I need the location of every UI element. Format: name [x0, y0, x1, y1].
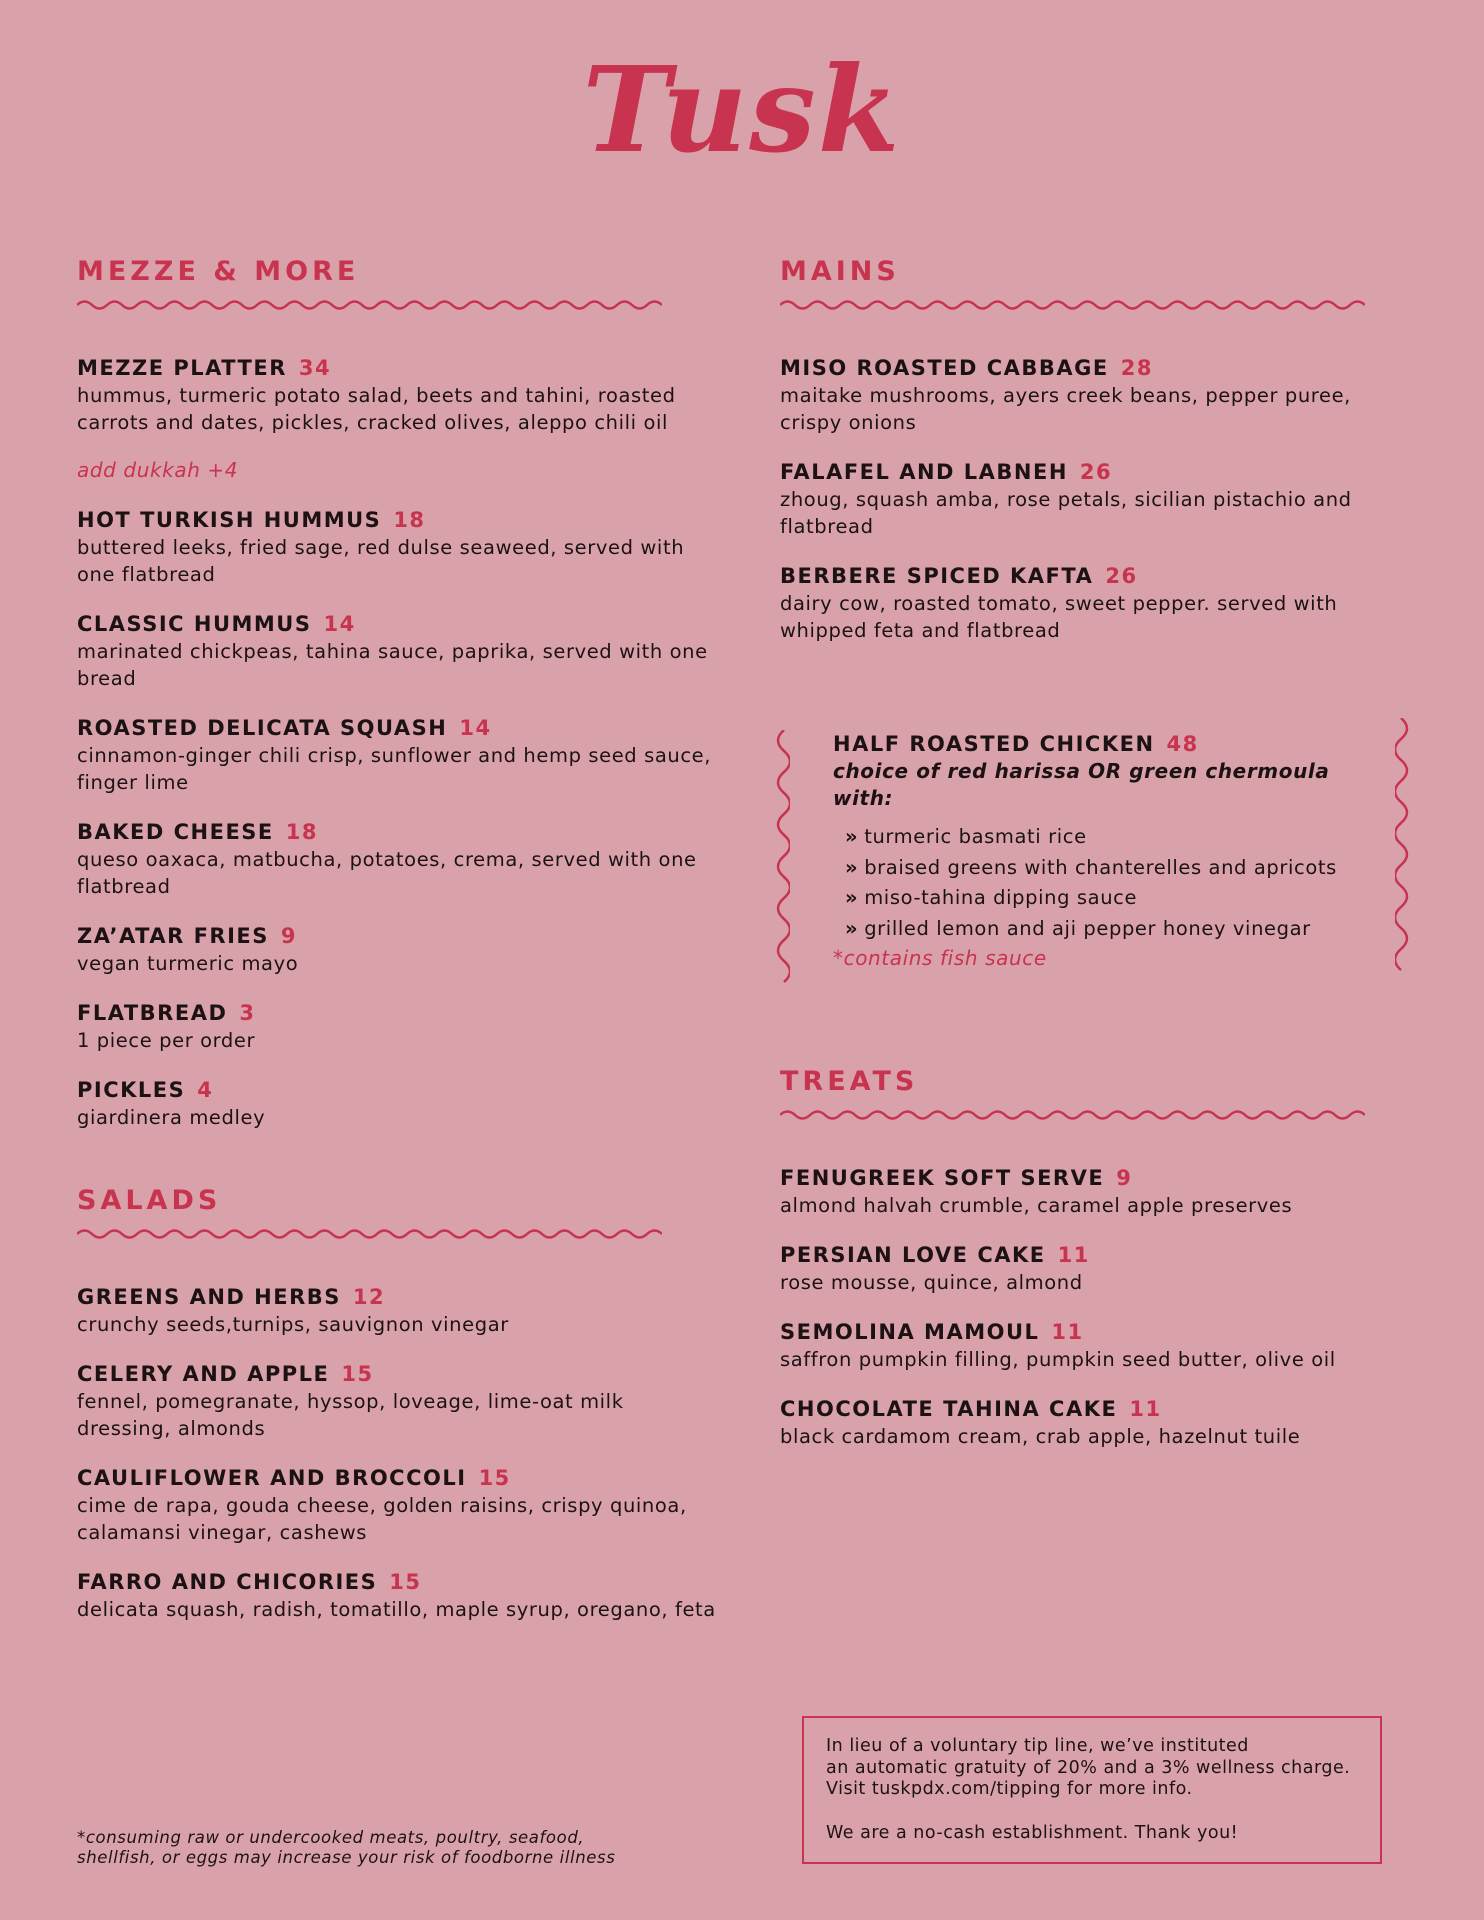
item-price: 11	[1129, 1397, 1162, 1421]
menu-item-persian-love-cake	[780, 1241, 1380, 1296]
menu-item-zaatar-fries	[77, 922, 717, 977]
item-description: almond halvah crumble, caramel apple preserves	[780, 1194, 1293, 1217]
salads-title: SALADS	[77, 1185, 222, 1216]
item-name: BERBERE SPICED KAFTA	[780, 564, 1094, 588]
treats-title: TREATS	[780, 1066, 919, 1097]
list-item: » grilled lemon and aji pepper honey vinegar	[845, 916, 1311, 940]
item-price: 9	[1116, 1166, 1133, 1190]
item-price: 12	[352, 1285, 386, 1309]
bullet-icon: »	[845, 855, 859, 879]
mains-wave-divider	[780, 298, 1365, 312]
bullet-icon: »	[845, 916, 859, 940]
item-price: 14	[459, 716, 492, 740]
item-price: 11	[1051, 1320, 1084, 1344]
treats-section	[780, 1062, 1380, 1450]
item-name: FARRO AND CHICORIES	[77, 1570, 378, 1594]
item-name: CAULIFLOWER AND BROCCOLI	[77, 1466, 467, 1490]
mains-section	[780, 252, 1380, 644]
item-name: SEMOLINA MAMOUL	[780, 1320, 1040, 1344]
item-price: 11	[1057, 1243, 1090, 1267]
no-cash-notice: We are a no-cash establishment. Thank you!	[826, 1822, 1239, 1843]
menu-item-mezze-platter	[77, 354, 717, 482]
menu-item-berbere-spiced-kafta	[780, 562, 1380, 644]
item-price: 9	[280, 924, 298, 948]
gratuity-link-line: Visit tuskpdx.com/tipping for more info.	[826, 1779, 1193, 1799]
item-price: 28	[1120, 356, 1153, 380]
gratuity-line: In lieu of a voluntary tip line, we’ve instituted	[826, 1736, 1249, 1756]
mezze-title: MEZZE & MORE	[77, 256, 360, 287]
item-price: 34	[298, 356, 332, 380]
item-description: dairy cow, roasted tomato, sweet pepper. served with whipped feta and flatbread	[780, 592, 1338, 642]
left-wave-bracket	[770, 730, 790, 985]
item-description: crunchy seeds,turnips, sauvignon vinegar	[77, 1313, 509, 1336]
item-description: zhoug, squash amba, rose petals, sicilian pistachio and flatbread	[780, 488, 1352, 538]
treats-wave-divider	[780, 1108, 1365, 1122]
item-name: MISO ROASTED CABBAGE	[780, 356, 1109, 380]
item-description: fennel, pomegranate, hyssop, loveage, lime-oat milk dressing, almonds	[77, 1390, 624, 1440]
sides-list	[845, 822, 1373, 944]
addon-note: add dukkah +4	[77, 458, 239, 482]
right-wave-bracket	[1395, 718, 1415, 973]
item-description: 1 piece per order	[77, 1029, 256, 1052]
menu-item-greens-and-herbs	[77, 1283, 717, 1338]
menu-item-farro-and-chicories	[77, 1568, 717, 1623]
item-price: 18	[393, 508, 426, 532]
item-description: maitake mushrooms, ayers creek beans, pepper puree, crispy onions	[780, 384, 1351, 434]
gratuity-line: an automatic gratuity of 20% and a 3% wellness charge.	[826, 1757, 1351, 1778]
item-name: PERSIAN LOVE CAKE	[780, 1243, 1046, 1267]
item-name: PICKLES	[77, 1078, 186, 1102]
item-price: 15	[389, 1570, 422, 1594]
item-description: rose mousse, quince, almond	[780, 1271, 1083, 1294]
menu-item-roasted-delicata-squash	[77, 714, 717, 796]
item-name: ROASTED DELICATA SQUASH	[77, 716, 448, 740]
item-price: 4	[197, 1078, 214, 1102]
left-column	[77, 252, 717, 1623]
item-price: 14	[323, 612, 356, 636]
salads-wave-divider	[77, 1227, 662, 1241]
item-description: vegan turmeric mayo	[77, 952, 299, 975]
item-price: 18	[285, 820, 319, 844]
menu-item-celery-and-apple	[77, 1360, 717, 1442]
item-name: FLATBREAD	[77, 1001, 228, 1025]
gratuity-notice-box	[802, 1716, 1382, 1864]
menu-item-flatbread	[77, 999, 717, 1054]
menu-item-cauliflower-and-broccoli	[77, 1464, 717, 1546]
item-price: 3	[239, 1001, 256, 1025]
mains-title: MAINS	[780, 256, 900, 287]
food-safety-footnote: *consuming raw or undercooked meats, poultry, seafood, shellfish, or eggs may increase your risk of foodborne illness	[77, 1828, 616, 1867]
item-price: 15	[478, 1466, 511, 1490]
bullet-icon: »	[845, 886, 859, 909]
item-description: hummus, turmeric potato salad, beets and tahini, roasted carrots and dates, pickles, cracked olives, aleppo chili oil	[77, 384, 676, 434]
menu-item-falafel-and-labneh	[780, 458, 1380, 540]
item-name: HALF ROASTED CHICKEN	[833, 732, 1155, 756]
item-description: giardinera medley	[77, 1106, 266, 1129]
menu-item-fenugreek-soft-serve	[780, 1164, 1380, 1219]
item-price: 26	[1079, 460, 1113, 484]
item-name: MEZZE PLATTER	[77, 356, 287, 380]
item-price: 15	[341, 1362, 374, 1386]
item-name: HOT TURKISH HUMMUS	[77, 508, 382, 532]
bullet-icon: »	[845, 825, 859, 848]
item-name: FENUGREEK SOFT SERVE	[780, 1166, 1105, 1190]
fish-sauce-note: *contains fish sauce	[833, 946, 1047, 970]
item-name: CHOCOLATE TAHINA CAKE	[780, 1397, 1118, 1421]
item-description: cinnamon-ginger chili crisp, sunflower and hemp seed sauce, finger lime	[77, 744, 712, 794]
item-name: ZA’ATAR FRIES	[77, 924, 269, 948]
featured-item-chicken	[770, 730, 1415, 985]
item-description: cime de rapa, gouda cheese, golden raisins, crispy quinoa, calamansi vinegar, cashews	[77, 1494, 687, 1544]
item-description: buttered leeks, fried sage, red dulse seaweed, served with one flatbread	[77, 536, 685, 586]
item-price: 48	[1166, 732, 1199, 756]
item-name: BAKED CHEESE	[77, 820, 274, 844]
menu-item-classic-hummus	[77, 610, 717, 692]
salads-section	[77, 1181, 717, 1623]
menu-item-baked-cheese	[77, 818, 717, 900]
item-description: saffron pumpkin filling, pumpkin seed butter, olive oil	[780, 1348, 1336, 1371]
item-price: 26	[1105, 564, 1138, 588]
item-description: queso oaxaca, matbucha, potatoes, crema, served with one flatbread	[77, 848, 697, 898]
menu-item-pickles	[77, 1076, 717, 1131]
menu-item-hot-turkish-hummus	[77, 506, 717, 588]
chicken-content	[833, 730, 1373, 970]
menu-item-semolina-mamoul	[780, 1318, 1380, 1373]
item-description: delicata squash, radish, tomatillo, maple syrup, oregano, feta	[77, 1598, 716, 1621]
menu-item-chocolate-tahina-cake	[780, 1395, 1380, 1450]
menu-item-miso-roasted-cabbage	[780, 354, 1380, 436]
mezze-section	[77, 252, 717, 1131]
item-name: CELERY AND APPLE	[77, 1362, 330, 1386]
item-name: GREENS AND HERBS	[77, 1285, 341, 1309]
list-item: » miso-tahina dipping sauce	[845, 886, 1138, 909]
list-item: » turmeric basmati rice	[845, 825, 1087, 848]
item-name: FALAFEL AND LABNEH	[780, 460, 1068, 484]
list-item: » braised greens with chanterelles and apricots	[845, 855, 1337, 879]
restaurant-logo: Tusk	[582, 40, 902, 179]
sauce-choice: choice of red harissa OR green chermoula with:	[833, 759, 1330, 810]
item-description: black cardamom cream, crab apple, hazelnut tuile	[780, 1425, 1301, 1448]
item-description: marinated chickpeas, tahina sauce, paprika, served with one bread	[77, 640, 708, 690]
item-name: CLASSIC HUMMUS	[77, 612, 312, 636]
mezze-wave-divider	[77, 298, 662, 312]
